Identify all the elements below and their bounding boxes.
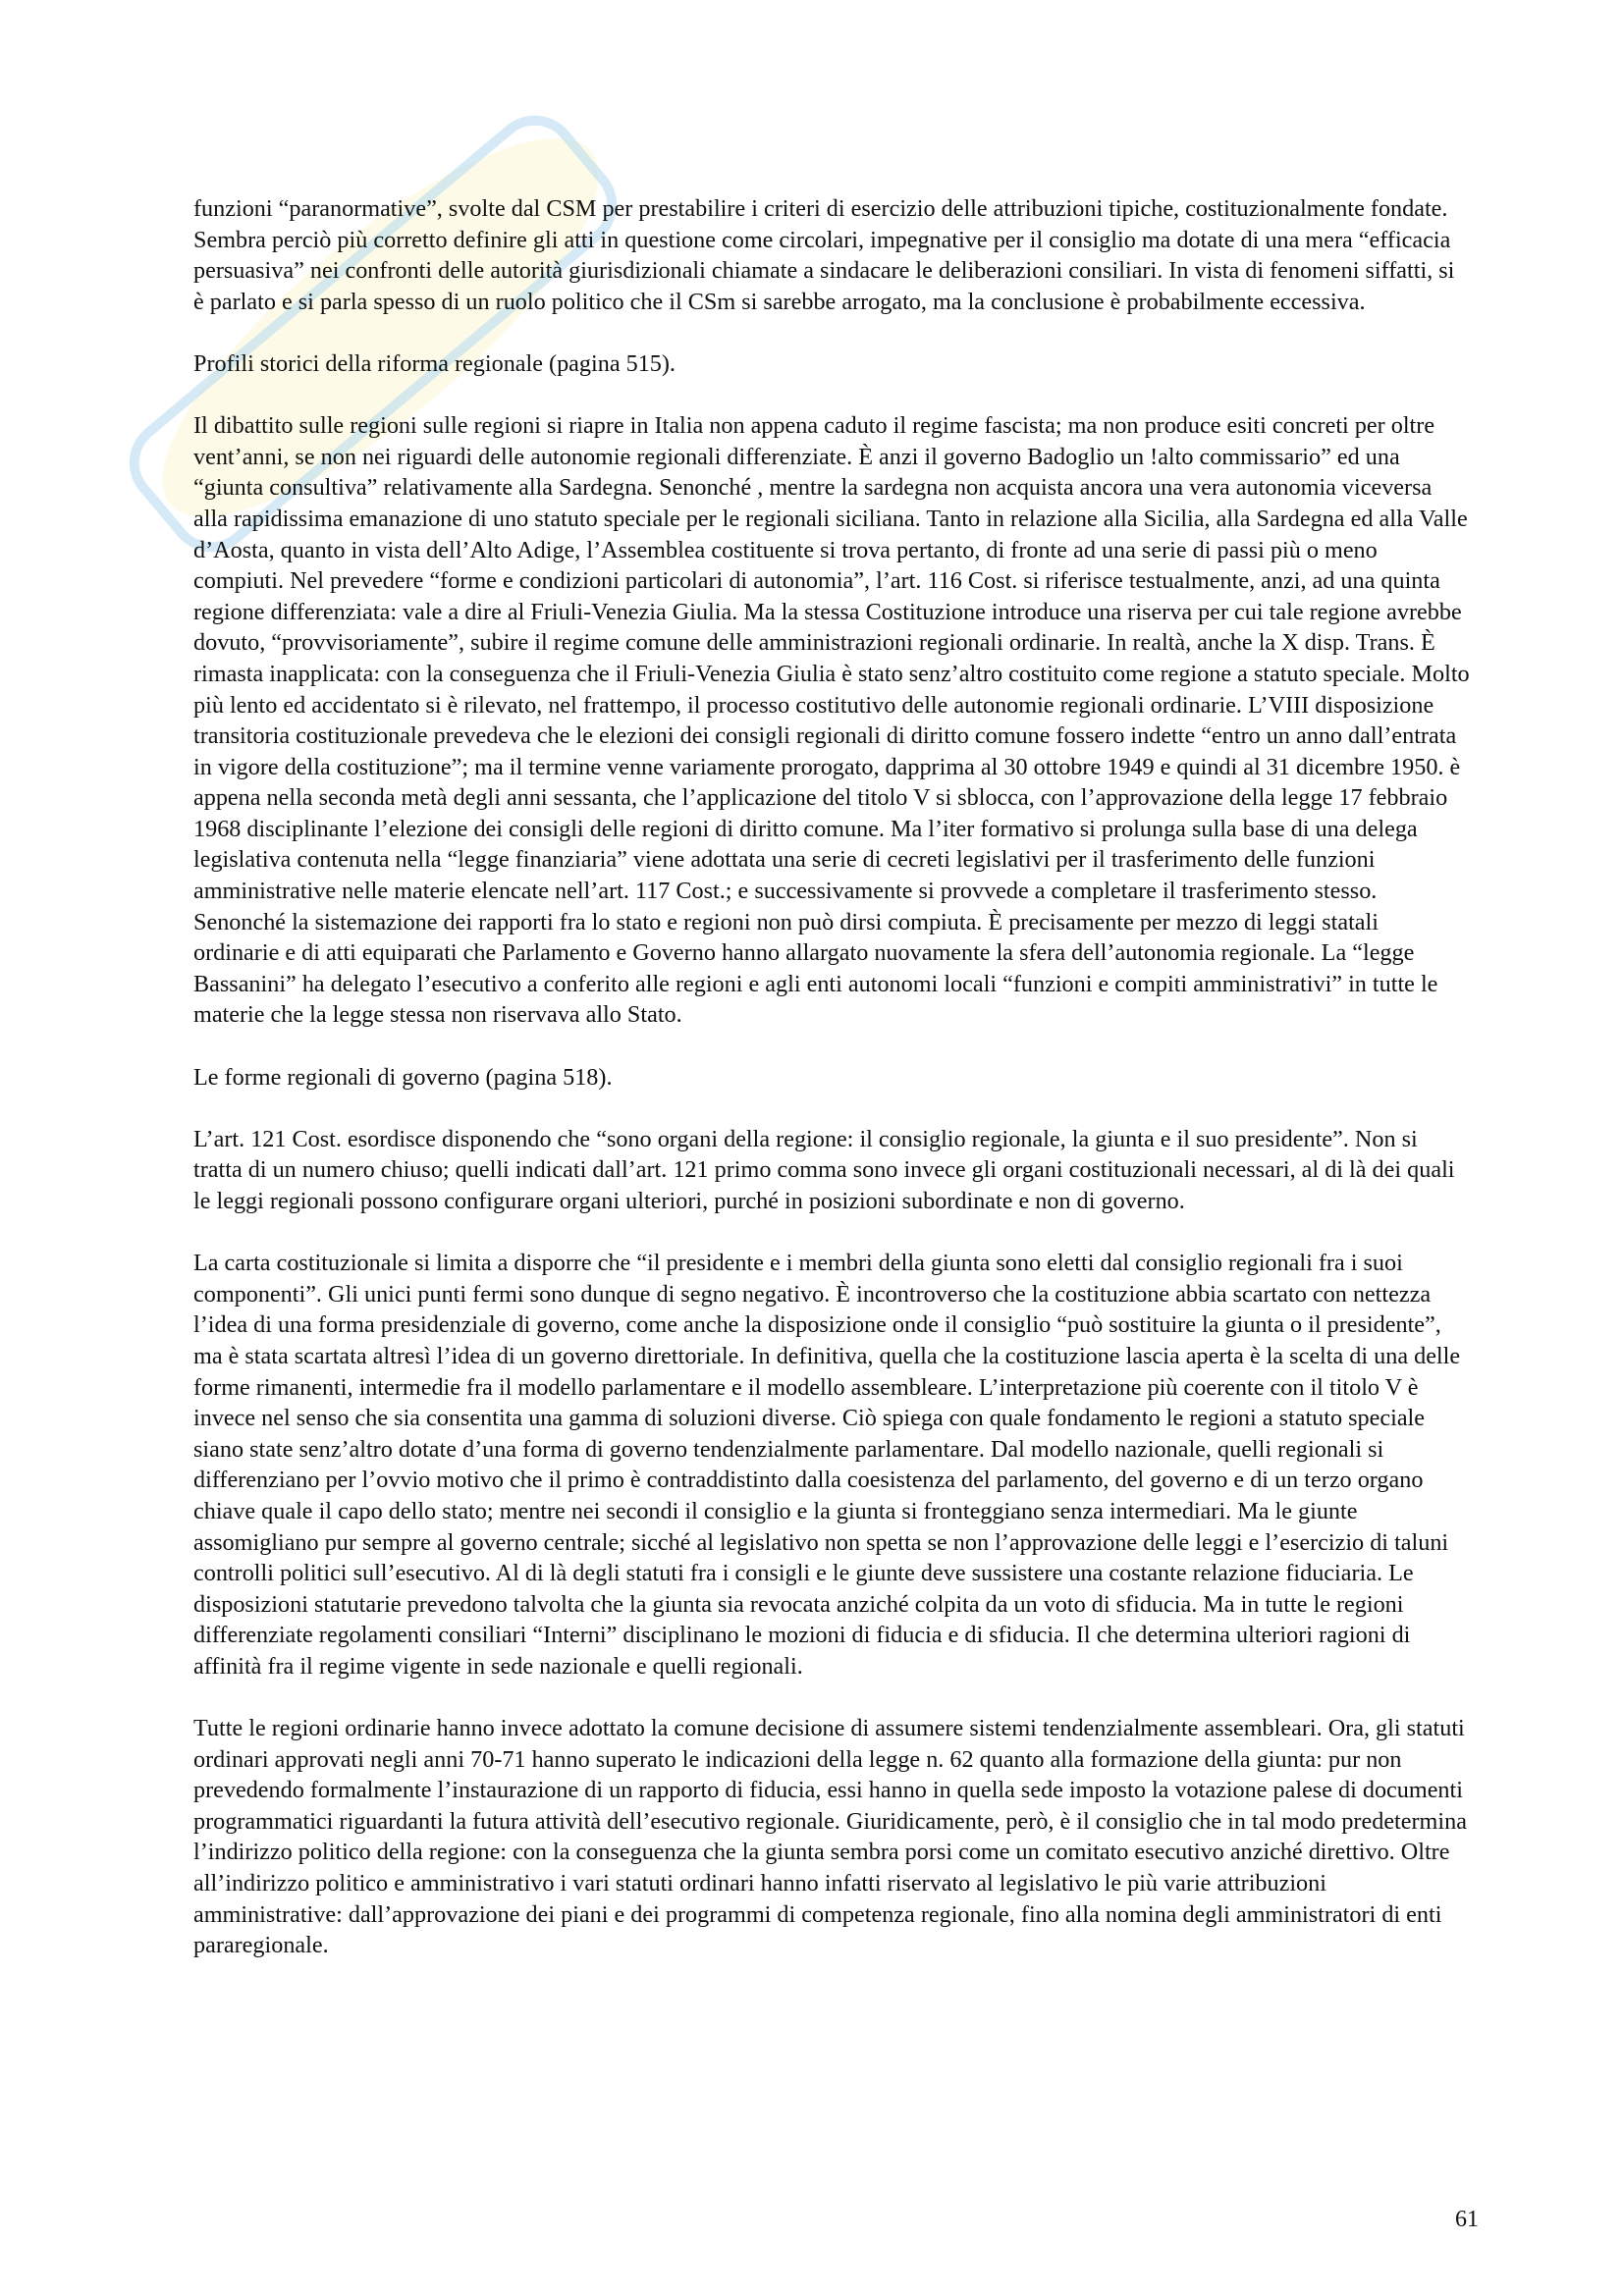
document-body bbox=[193, 193, 1470, 1992]
paragraph-carta-costituzionale: La carta costituzionale si limita a disporre che “il presidente e i membri della giunta sono eletti dal consiglio regionali fra i suoi componenti”. Gli unici punti fermi sono dunque di segno negativo. È incontroverso che la costituzione abbia scartato con nettezza l’idea di una forma presidenziale di governo, come anche la disposizione onde il consiglio “può sostituire la giunta o il presidente”, ma è stata scartata altresì l’idea di un governo direttoriale. In definitiva, quella che la costituzione lascia aperta è la scelta di una delle forme rimanenti, intermedie fra il modello parlamentare e il modello assembleare. L’interpretazione più coerente con il titolo V è invece nel senso che sia consentita una gamma di soluzioni diverse. Ciò spiega con quale fondamento le regioni a statuto speciale siano state senz’altro dotate d’una forma di governo tendenzialmente parlamentare. Dal modello nazionale, quelli regionali si differenziano per l’ovvio motivo che il primo è contraddistinto dalla coesistenza del parlamento, del governo e di un terzo organo chiave quale il capo dello stato; mentre nei secondi il consiglio e la giunta si fronteggiano senza intermediari. Ma le giunte assomigliano pur sempre al governo centrale; sicché al legislativo non spetta se non l’approvazione delle leggi e l’esercizio di taluni controlli politici sull’esecutivo. Al di là degli statuti fra i consigli e le giunte deve sussistere una costante relazione fiduciaria. Le disposizioni statutarie prevedono talvolta che la giunta sia revocata anziché colpita da un voto di sfiducia. Ma in tutte le regioni differenziate regolamenti consiliari “Interni” disciplinano le mozioni di fiducia e di sfiducia. Il che determina ulteriori ragioni di affinità fra il regime vigente in sede nazionale e quelli regionali. bbox=[193, 1250, 1461, 1680]
paragraph-art-121: L’art. 121 Cost. esordisce disponendo che “sono organi della regione: il consiglio regionale, la giunta e il suo presidente”. Non si tratta di un numero chiuso; quelli indicati dall’art. 121 primo comma sono invece gli organi costituzionali necessari, al di là dei quali le leggi regionali possono configurare organi ulteriori, purché in posizioni subordinate e non di governo. bbox=[193, 1125, 1455, 1214]
paragraph-regioni-ordinarie: Tutte le regioni ordinarie hanno invece adottato la comune decisione di assumere sistemi tendenzialmente assembleari. Ora, gli statuti ordinari approvati negli anni 70-71 hanno superato le indicazioni della legge n. 62 quanto alla formazione della giunta: pur non prevedendo formalmente l’instaurazione di un rapporto di fiducia, essi hanno in quella sede imposto la votazione palese di documenti programmatici riguardanti la futura attività dell’esecutivo regionale. Giuridicamente, però, è il consiglio che in tal modo predetermina l’indirizzo politico della regione: con la conseguenza che la giunta sembra porsi come un comitato esecutivo anziché direttivo. Oltre all’indirizzo politico e amministrativo i vari statuti ordinari hanno infatti riservato al legislativo le più varie attribuzioni amministrative: dall’approvazione dei piani e dei programmi di competenza regionale, fino alla nomina degli amministratori di enti pararegionale. bbox=[193, 1715, 1467, 1959]
section-heading-forme-governo: Le forme regionali di governo (pagina 518). bbox=[193, 1063, 613, 1091]
section-heading-profili-storici: Profili storici della riforma regionale (pagina 515). bbox=[193, 349, 676, 377]
page-number: 61 bbox=[1455, 2207, 1479, 2232]
paragraph-csm-conclusion: funzioni “paranormative”, svolte dal CSM per prestabilire i criteri di esercizio delle attribuzioni tipiche, costituzionalmente fondate. Sembra perciò più corretto definire gli atti in questione come circolari, impegnative per il consiglio ma dotate di una mera “efficacia persuasiva” nei confronti delle autorità giurisdizionali chiamate a sindacare le deliberazioni consiliari. In vista di fenomeni siffatti, si è parlato e si parla spesso di un ruolo politico che il CSm si sarebbe arrogato, ma la conclusione è probabilmente eccessiva. bbox=[193, 195, 1455, 315]
paragraph-dibattito-regioni: Il dibattito sulle regioni sulle regioni si riapre in Italia non appena caduto il regime fascista; ma non produce esiti concreti per oltre vent’anni, se non nei riguardi delle autonomie regionali differenziate. È anzi il governo Badoglio un !alto commissario” ed una “giunta consultiva” relativamente alla Sardegna. Senonché , mentre la sardegna non acquista ancora una vera autonomia viceversa alla rapidissima emanazione di uno statuto speciale per le regionali siciliana. Tanto in relazione alla Sicilia, alla Sardegna ed alla Valle d’Aosta, quanto in vista dell’Alto Adige, l’Assemblea costituente si trova pertanto, di fronte ad una serie di passi più o meno compiuti. Nel prevedere “forme e condizioni particolari di autonomia”, l’art. 116 Cost. si riferisce testualmente, anzi, ad una quinta regione differenziata: vale a dire al Friuli-Venezia Giulia. Ma la stessa Costituzione introduce una riserva per cui tale regione avrebbe dovuto, “provvisoriamente”, subire il regime comune delle amministrazioni regionali ordinarie. In realtà, anche la X disp. Trans. È rimasta inapplicata: con la conseguenza che il Friuli-Venezia Giulia è stato senz’altro costituito come regione a statuto speciale. Molto più lento ed accidentato si è rilevato, nel frattempo, il processo costitutivo delle autonomie regionali ordinarie. L’VIII disposizione transitoria costituzionale prevedeva che le elezioni dei consigli regionali di diritto comune fossero indette “entro un anno dall’entrata in vigore della costituzione”; ma il termine venne variamente prorogato, dapprima al 30 ottobre 1949 e quindi al 31 dicembre 1950. è appena nella seconda metà degli anni sessanta, che l’applicazione del titolo V si sblocca, con l’approvazione della legge 17 febbraio 1968 disciplinante l’elezione dei consigli delle regioni di diritto comune. Ma l’iter formativo si prolunga sulla base di una delega legislativa contenuta nella “legge finanziaria” viene adottata una serie di cecreti legislativi per il trasferimento delle funzioni amministrative nelle materie elencate nell’art. 117 Cost.; e successivamente si provvede a completare il trasferimento stesso. Senonché la sistemazione dei rapporti fra lo stato e regioni non può dirsi compiuta. È precisamente per mezzo di leggi statali ordinarie e di atti equiparati che Parlamento e Governo hanno allargato nuovamente la sfera dell’autonomia regionale. La “legge Bassanini” ha delegato l’esecutivo a conferito alle regioni e agli enti autonomi locali “funzioni e compiti amministrativi” in tutte le materie che la legge stessa non riservava allo Stato. bbox=[193, 412, 1470, 1029]
